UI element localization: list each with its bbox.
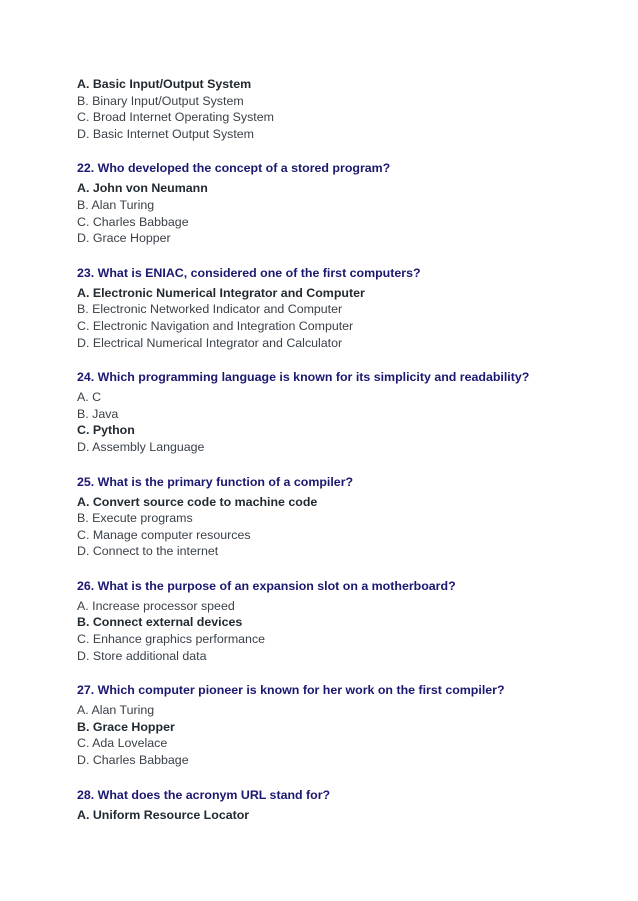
answer-option-correct: A. Convert source code to machine code: [77, 494, 318, 509]
question-block: [77, 265, 597, 351]
answer-option-correct: A. Electronic Numerical Integrator and Computer: [77, 285, 365, 300]
question-text: 24. Which programming language is known for its simplicity and readability?: [77, 370, 530, 385]
question-block: [77, 682, 597, 768]
answer-option-correct: A. Basic Input/Output System: [77, 77, 252, 91]
answer-option-correct: A. John von Neumann: [77, 181, 208, 196]
answer-options: [77, 389, 597, 455]
answer-option: B. Alan Turing: [77, 197, 155, 212]
question-block: [77, 787, 597, 824]
answer-options: [77, 285, 597, 351]
question-list: [77, 160, 597, 823]
answer-option: A. C: [77, 390, 102, 405]
answer-options: [77, 76, 597, 142]
question-text: 23. What is ENIAC, considered one of the first computers?: [77, 265, 421, 280]
answer-option: D. Electrical Numerical Integrator and Calculator: [77, 335, 343, 350]
question-text: 25. What is the primary function of a compiler?: [77, 474, 354, 489]
answer-option: B. Electronic Networked Indicator and Computer: [77, 302, 343, 317]
answer-option: C. Ada Lovelace: [77, 736, 168, 751]
answer-option-correct: B. Connect external devices: [77, 615, 243, 630]
answer-option: D. Store additional data: [77, 648, 207, 663]
question-block: [77, 160, 597, 246]
answer-option: A. Alan Turing: [77, 703, 155, 718]
answer-options: [77, 807, 597, 824]
answer-option-correct: C. Python: [77, 423, 135, 438]
answer-option: C. Electronic Navigation and Integration Computer: [77, 318, 354, 333]
answer-option: C. Broad Internet Operating System: [77, 110, 274, 125]
answer-option: D. Assembly Language: [77, 439, 205, 454]
answer-option: A. Increase processor speed: [77, 598, 235, 613]
answer-option: B. Execute programs: [77, 511, 193, 526]
answer-options: [77, 598, 597, 664]
answer-options: [77, 702, 597, 768]
question-text: 28. What does the acronym URL stand for?: [77, 787, 331, 802]
answer-option: C. Enhance graphics performance: [77, 632, 266, 647]
question-text: 27. Which computer pioneer is known for her work on the first compiler?: [77, 683, 505, 698]
answer-options: [77, 180, 597, 246]
answer-option: C. Manage computer resources: [77, 527, 251, 542]
answer-option-correct: B. Grace Hopper: [77, 719, 175, 734]
question-block: [77, 369, 597, 455]
answer-option: D. Charles Babbage: [77, 753, 189, 768]
answer-option: D. Connect to the internet: [77, 544, 219, 559]
quiz-content: [77, 76, 597, 823]
question-block: [77, 578, 597, 664]
answer-option: B. Java: [77, 406, 119, 421]
answer-option-correct: A. Uniform Resource Locator: [77, 807, 250, 822]
answer-option: B. Binary Input/Output System: [77, 93, 244, 108]
question-text: 22. Who developed the concept of a stored program?: [77, 161, 391, 176]
question-text: 26. What is the purpose of an expansion slot on a motherboard?: [77, 578, 456, 593]
answer-options: [77, 494, 597, 560]
answer-option: D. Basic Internet Output System: [77, 126, 254, 141]
question-block: [77, 474, 597, 560]
answer-option: D. Grace Hopper: [77, 231, 171, 246]
answer-option: C. Charles Babbage: [77, 214, 189, 229]
